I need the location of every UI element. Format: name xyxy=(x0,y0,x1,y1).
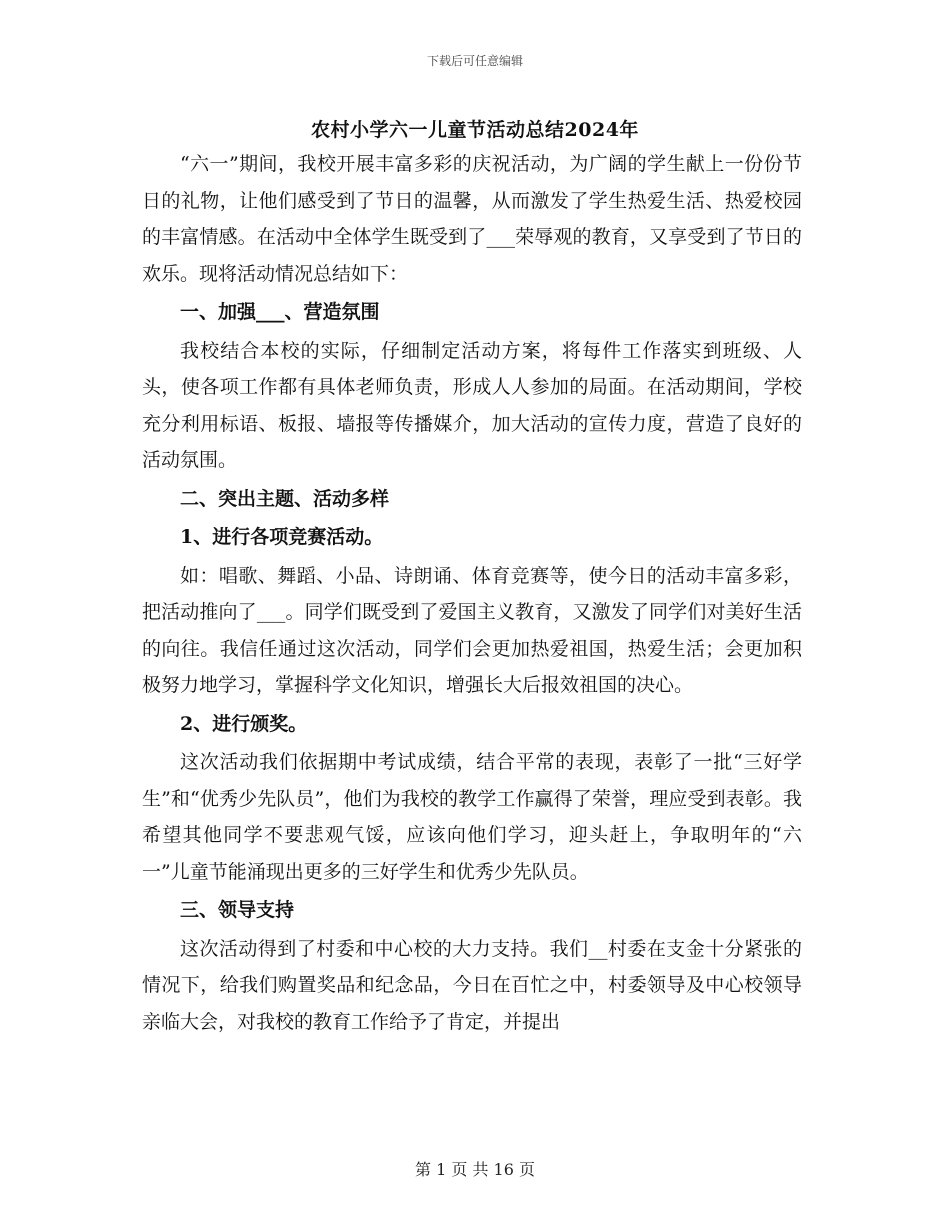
body-paragraph: 这次活动得到了村委和中心校的大力支持。我们__村委在支金十分紧张的情况下，给我们购置奖品和纪念品，今日在百忙之中，村委领导及中心校领导亲临大会，对我校的教育工作给予了肯定，并提出 xyxy=(142,937,802,1033)
body-paragraph: 这次活动我们依据期中考试成绩，结合平常的表现，表彰了一批“三好学生”和“优秀少先队员”，他们为我校的教学工作赢得了荣誉，理应受到表彰。我希望其他同学不要悲观气馁，应该向他们学习，迎头赶上，争取明年的“六一”儿童节能涌现出更多的三好学生和优秀少先队员。 xyxy=(142,751,802,883)
subsection-heading-2: 2、进行颁奖。 xyxy=(180,712,308,735)
document-title: 农村小学六一儿童节活动总结2024年 xyxy=(311,119,639,141)
document-body xyxy=(142,146,802,1040)
body-paragraph: 如：唱歌、舞蹈、小品、诗朗诵、体育竞赛等，使今日的活动丰富多彩，把活动推向了___。同学们既受到了爱国主义教育，又激发了同学们对美好生活的向往。我信任通过这次活动，同学们会更加热爱祖国，热爱生活；会更加积极努力地学习，掌握科学文化知识，增强长大后报效祖国的决心。 xyxy=(142,564,802,696)
section-heading-2: 二、突出主题、活动多样 xyxy=(180,487,390,510)
subsection-heading-1: 1、进行各项竞赛活动。 xyxy=(180,526,384,548)
intro-paragraph: “六一”期间，我校开展丰富多彩的庆祝活动，为广阔的学生献上一份份节日的礼物，让他们感受到了节日的温馨，从而激发了学生热爱生活、热爱校园的丰富情感。在活动中全体学生既受到了___荣辱观的教育，又享受到了节日的欢乐。现将活动情况总结如下： xyxy=(142,153,802,285)
section-heading-1: 一、加强___、营造氛围 xyxy=(180,301,380,323)
page-footer: 第 1 页 共 16 页 xyxy=(415,1160,535,1179)
section-heading-3: 三、领导支持 xyxy=(180,899,295,921)
body-paragraph: 我校结合本校的实际，仔细制定活动方案，将每件工作落实到班级、人头，使各项工作都有具体老师负责，形成人人参加的局面。在活动期间，学校充分利用标语、板报、墙报等传播媒介，加大活动的宣传力度，营造了良好的活动氛围。 xyxy=(142,339,802,471)
header-note: 下载后可任意编辑 xyxy=(426,54,523,68)
